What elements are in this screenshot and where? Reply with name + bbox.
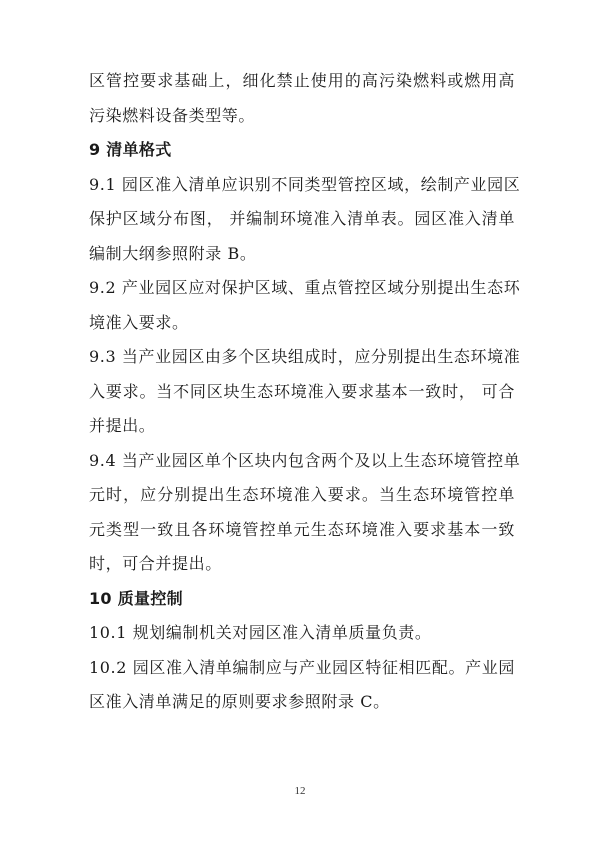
section-heading-10: 10 质量控制 [89,588,183,608]
paragraph-line: 10.1 规划编制机关对园区准入清单质量负责。 [89,623,432,642]
paragraph-line: 污染燃料设备类型等。 [89,105,256,125]
paragraph-line: 保护区域分布图， 并编制环境准入清单表。园区准入清单 [89,209,515,228]
page-number: 12 [294,785,306,797]
paragraph-line: 区准入清单满足的原则要求参照附录 C。 [89,692,390,711]
paragraph-line: 并提出。 [89,416,156,435]
paragraph-line: 元类型一致且各环境管控单元生态环境准入要求基本一致 [89,519,515,539]
paragraph-line: 9.3 当产业园区由多个区块组成时，应分别提出生态环境准 [89,347,521,366]
paragraph-line: 9.2 产业园区应对保护区域、重点管控区域分别提出生态环 [89,278,521,297]
section-heading-9: 9 清单格式 [89,140,172,159]
paragraph-line: 9.4 当产业园区单个区块内包含两个及以上生态环境管控单 [89,450,521,470]
paragraph-line: 编制大纲参照附录 B。 [89,243,257,263]
paragraph-line: 元时，应分别提出生态环境准入要求。当生态环境管控单 [89,485,515,504]
paragraph-line: 9.1 园区准入清单应识别不同类型管控区域，绘制产业园区 [89,174,521,194]
page-body [89,70,521,726]
paragraph-line: 时，可合并提出。 [89,554,222,573]
paragraph-line: 10.2 园区准入清单编制应与产业园区特征相匹配。产业园 [89,657,515,677]
paragraph-line: 入要求。当不同区块生态环境准入要求基本一致时， 可合 [89,381,515,401]
paragraph-line: 区管控要求基础上，细化禁止使用的高污染燃料或燃用高 [89,71,515,90]
paragraph-line: 境准入要求。 [89,312,189,332]
